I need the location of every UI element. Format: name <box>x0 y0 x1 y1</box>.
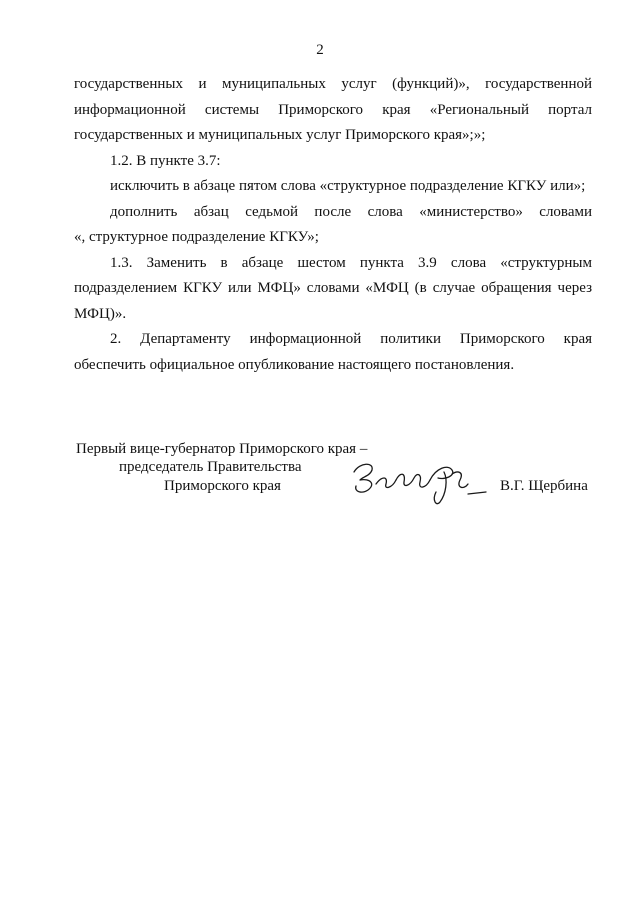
clause-2-line-1: 2. Департаменту информационной политики Приморского края <box>110 331 592 347</box>
paragraph-continuation-line-1: государственных и муниципальных услуг (функций)», государственной <box>74 76 592 92</box>
clause-1-3-line-3: МФЦ)». <box>74 305 127 322</box>
paragraph-continuation-line-2: информационной системы Приморского края «Региональный портал <box>74 101 592 118</box>
clause-2-line-2: обеспечить официальное опубликование настоящего постановления. <box>74 356 515 373</box>
clause-1-2-add-line-1: дополнить абзац седьмой после слова «министерство» словами <box>110 203 592 220</box>
signatory-name: В.Г. Щербина <box>500 478 588 494</box>
clause-1-2-heading: 1.2. В пункте 3.7: <box>110 152 221 169</box>
page-number: 2 <box>316 42 324 58</box>
signatory-title-line-3: Приморского края <box>164 478 281 494</box>
paragraph-continuation-line-3: государственных и муниципальных услуг Приморского края»;»; <box>74 127 486 143</box>
signature-block <box>0 440 640 510</box>
document-body <box>74 72 592 378</box>
handwritten-signature <box>340 450 490 510</box>
clause-1-3-line-1: 1.3. Заменить в абзаце шестом пункта 3.9 слова «структурным <box>110 254 592 271</box>
signatory-title-line-1: Первый вице-губернатор Приморского края – <box>76 441 368 457</box>
signatory-title-line-2: председатель Правительства <box>119 459 302 475</box>
clause-1-3-line-2: подразделением КГКУ или МФЦ» словами «МФЦ (в случае обращения через <box>74 280 592 296</box>
clause-1-2-exclude: исключить в абзаце пятом слова «структурное подразделение КГКУ или»; <box>110 178 586 194</box>
clause-1-2-add-line-2: «, структурное подразделение КГКУ»; <box>74 229 319 245</box>
